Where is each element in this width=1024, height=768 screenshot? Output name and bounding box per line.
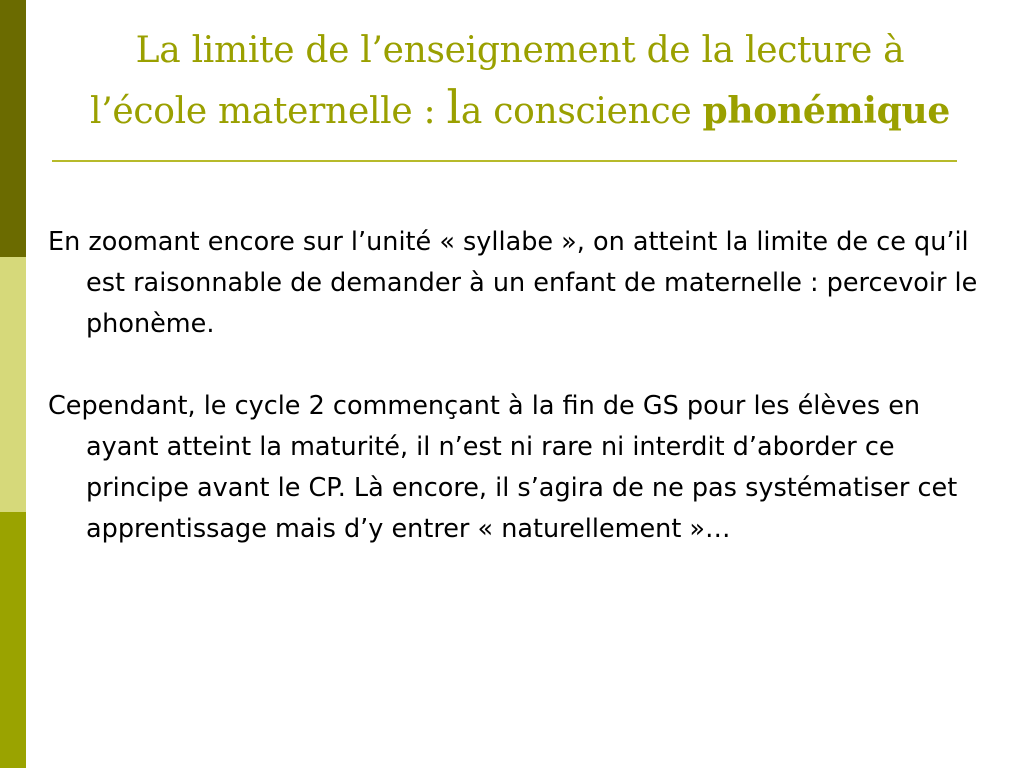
sidebar-band-dark: [0, 0, 26, 257]
slide-title: [40, 22, 1000, 140]
slide-title-big-l: l: [446, 80, 461, 134]
slide-title-prefix: l’école maternelle :: [90, 91, 447, 132]
sidebar-band-light: [0, 257, 26, 512]
slide-title-line-1: La limite de l’enseignement de la lecture à: [135, 30, 905, 71]
title-underline-rule: [52, 160, 957, 162]
slide-body: [48, 222, 998, 550]
slide-title-bold-word: phonémique: [702, 90, 950, 132]
slide-title-line-2: [40, 79, 1000, 140]
decorative-sidebar: [0, 0, 26, 768]
body-paragraph-1: En zoomant encore sur l’unité « syllabe », on atteint la limite de ce qu’il est raisonnable de demander à un enfant de maternelle : percevoir le phonème.: [48, 227, 978, 339]
slide-title-middle: a conscience: [460, 91, 703, 132]
sidebar-band-medium: [0, 512, 26, 768]
body-paragraph-2: Cependant, le cycle 2 commençant à la fin de GS pour les élèves en ayant atteint la maturité, il n’est ni rare ni interdit d’aborder ce principe avant le CP. Là encore, il s’agira de ne pas systématiser cet apprentissage mais d’y entrer « naturellement »…: [48, 391, 958, 544]
